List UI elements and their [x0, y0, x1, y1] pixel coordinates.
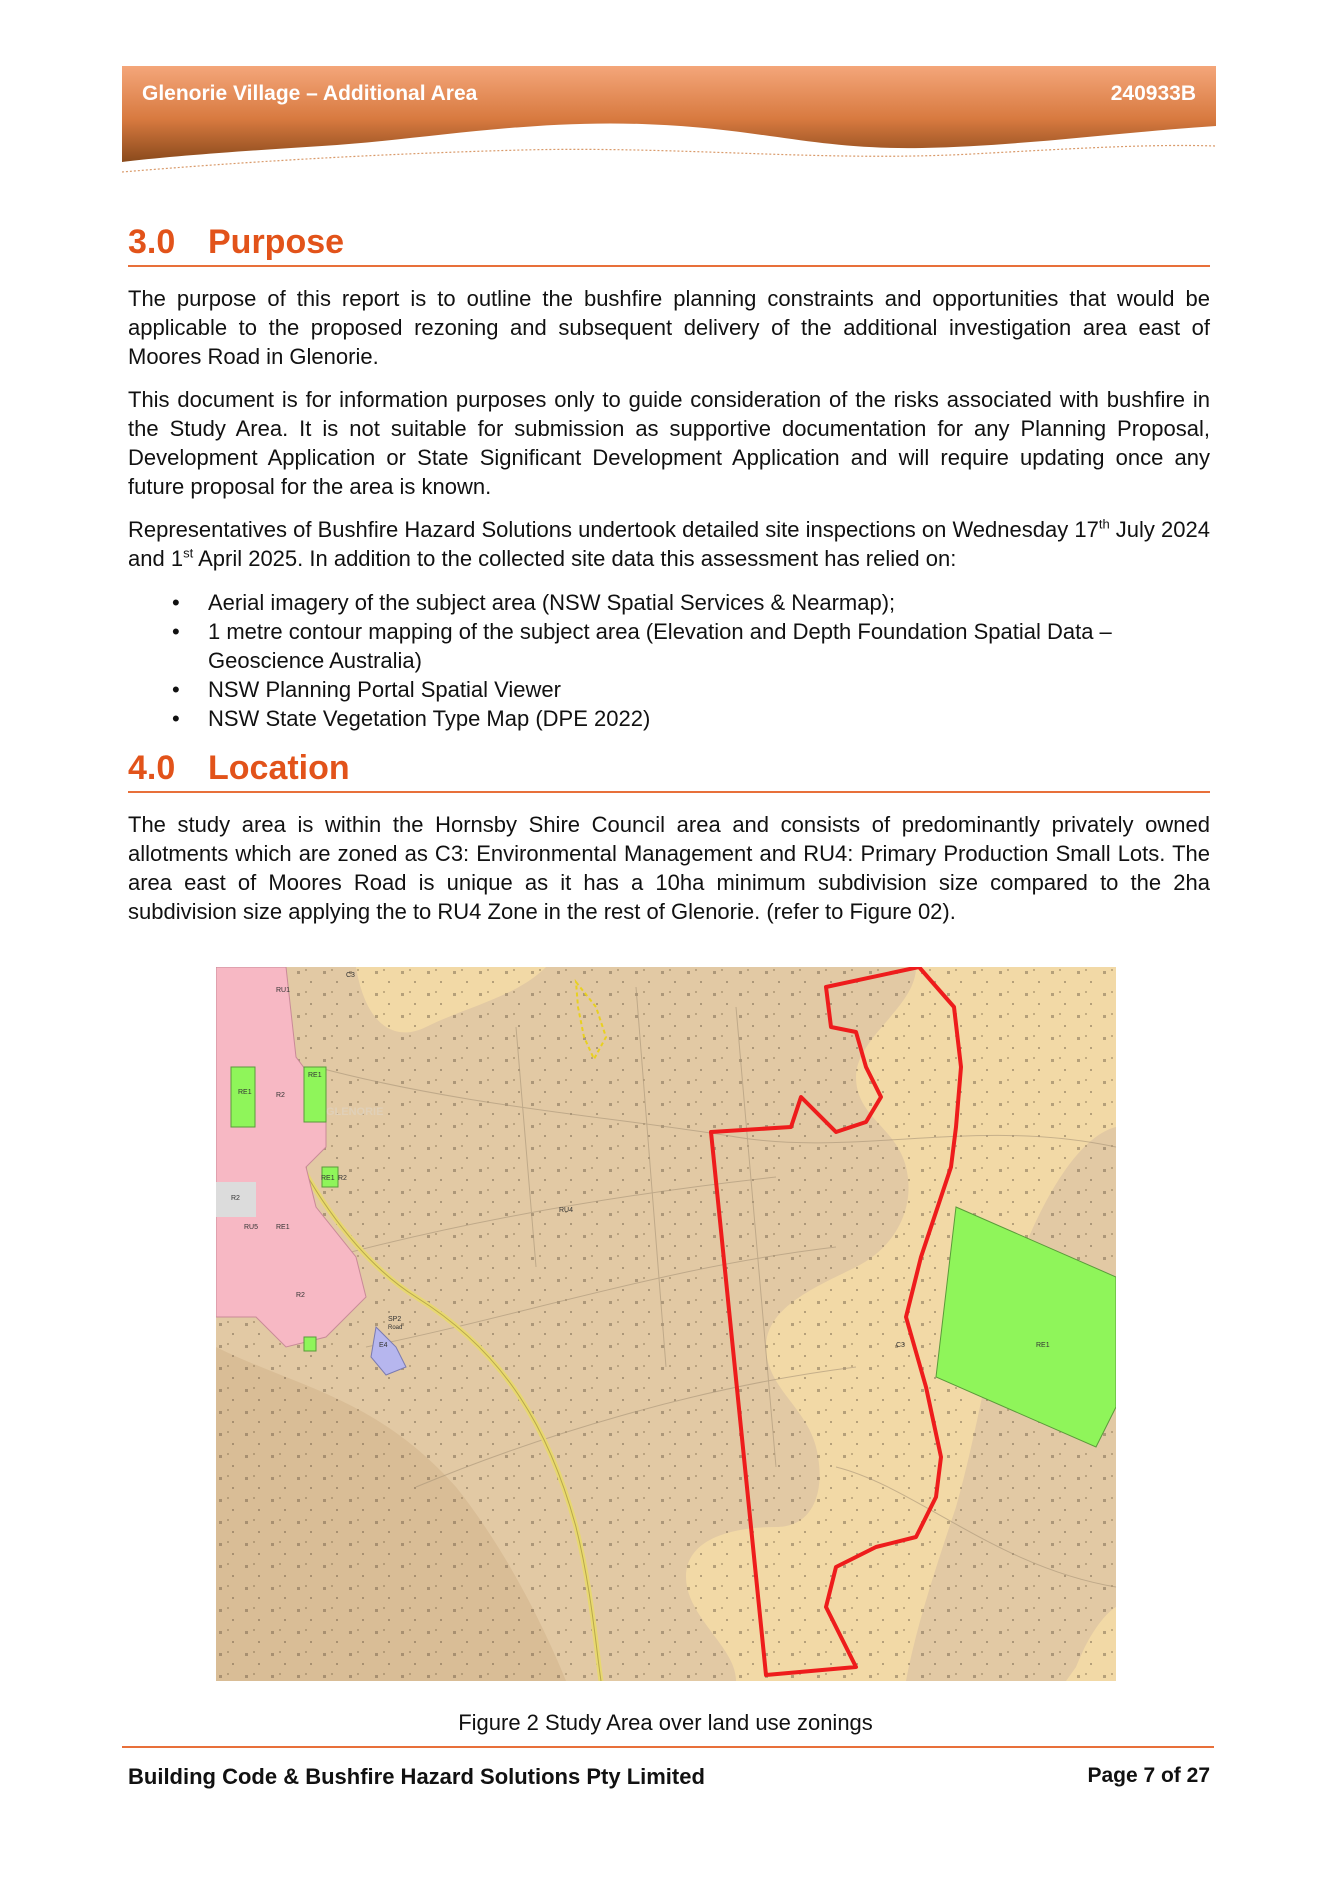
- footer-page-number: Page 7 of 27: [1087, 1764, 1210, 1787]
- list-item: [128, 588, 1210, 617]
- purpose-heading-title: Purpose: [208, 223, 345, 261]
- footer-company: Building Code & Bushfire Hazard Solutions Pty Limited: [128, 1764, 705, 1789]
- label-ru5: RU5: [244, 1224, 259, 1231]
- data-sources-list: [128, 588, 1210, 733]
- label-ru4: RU4: [559, 1207, 574, 1214]
- list-item-text: Aerial imagery of the subject area (NSW Spatial Services & Nearmap);: [208, 590, 896, 615]
- bullet-icon: •: [172, 619, 180, 644]
- list-item-text: NSW Planning Portal Spatial Viewer: [208, 677, 561, 702]
- purpose-paragraph-2: This document is for information purposes only to guide consideration of the risks associated with bushfire in the Study Area. It is not suitable for submission as supportive documentation for any Planning Proposal, Development Application or State Significant Development Application and will require updating once any future proposal for the area is known.: [128, 387, 1210, 499]
- label-r2-b: R2: [338, 1175, 347, 1182]
- label-r2-a: R2: [276, 1092, 285, 1099]
- purpose-p3-text-2: July 2024 and 1: [128, 517, 1210, 571]
- list-item-text: NSW State Vegetation Type Map (DPE 2022): [208, 706, 651, 731]
- list-item: [128, 675, 1210, 704]
- purpose-heading-number: 3.0: [128, 223, 176, 261]
- label-re1-c: RE1: [321, 1175, 335, 1182]
- purpose-p3-superscript-2: st: [183, 545, 194, 561]
- header-document-code: 240933B: [1110, 82, 1196, 105]
- label-c3-north: C3: [346, 972, 355, 979]
- bullet-icon: •: [172, 706, 180, 731]
- location-heading-title: Location: [208, 749, 350, 787]
- label-road: Road: [388, 1325, 403, 1331]
- label-r2-c: R2: [231, 1195, 240, 1202]
- list-item-text: 1 metre contour mapping of the subject area (Elevation and Depth Foundation Spatial Data – Geoscience Australia): [208, 619, 1112, 673]
- footer-divider: [122, 1746, 1214, 1748]
- location-heading: [128, 749, 1210, 793]
- label-r2-d: R2: [296, 1292, 305, 1299]
- location-heading-number: 4.0: [128, 749, 176, 787]
- purpose-paragraph-3: [128, 515, 1210, 573]
- label-glenorie: GLENORIE: [326, 1106, 384, 1118]
- purpose-p3-text-1: Representatives of Bushfire Hazard Solutions undertook detailed site inspections on Wednesday 17: [128, 517, 1099, 542]
- label-re1-b: RE1: [308, 1072, 322, 1079]
- zoning-map: [216, 967, 1116, 1681]
- label-re1-d: RE1: [276, 1224, 290, 1231]
- bullet-icon: •: [172, 590, 180, 615]
- bullet-icon: •: [172, 677, 180, 702]
- re1-zone-d: [304, 1337, 316, 1351]
- header-banner: [122, 66, 1216, 176]
- label-sp2: SP2: [388, 1316, 402, 1323]
- purpose-p3-text-3: April 2025. In addition to the collected site data this assessment has relied on:: [193, 546, 957, 571]
- label-e4: E4: [379, 1342, 388, 1349]
- purpose-paragraph-1: The purpose of this report is to outline the bushfire planning constraints and opportunities that would be applicable to the proposed rezoning and subsequent delivery of the additional investigation area east of Moores Road in Glenorie.: [128, 286, 1210, 369]
- label-c3: C3: [896, 1342, 905, 1349]
- list-item: [128, 617, 1210, 675]
- label-re1-large: RE1: [1036, 1342, 1050, 1349]
- list-item: [128, 704, 1210, 733]
- figure-caption: Figure 2 Study Area over land use zonings: [458, 1710, 873, 1735]
- header-title: Glenorie Village – Additional Area: [142, 82, 478, 105]
- label-ru1: RU1: [276, 987, 291, 994]
- purpose-heading: [128, 223, 1210, 267]
- label-re1-a: RE1: [238, 1089, 252, 1096]
- re1-zone-a: [231, 1067, 255, 1127]
- location-paragraph-1: The study area is within the Hornsby Shire Council area and consists of predominantly privately owned allotments which are zoned as C3: Environmental Management and RU4: Primary Production Small Lots. The area east of Moores Road is unique as it has a 10ha minimum subdivision size compared to the 2ha subdivision size applying the to RU4 Zone in the rest of Glenorie. (refer to Figure 02).: [128, 812, 1210, 924]
- purpose-p3-superscript-1: th: [1098, 516, 1110, 532]
